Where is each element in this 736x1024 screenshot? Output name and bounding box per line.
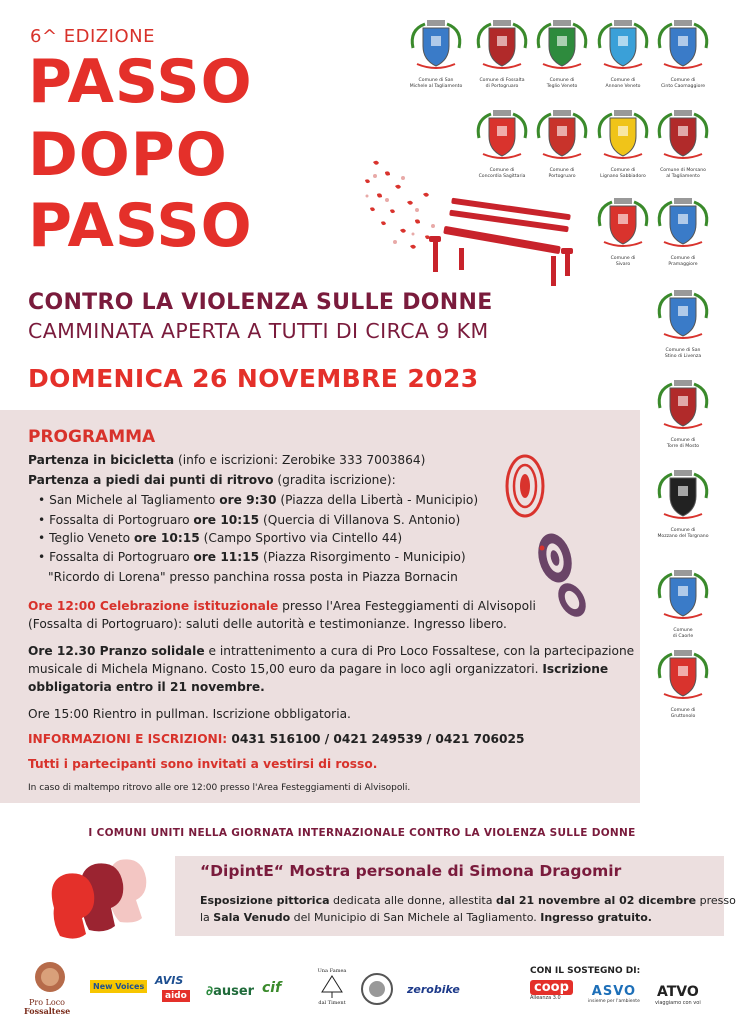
zerobike-logo: zerobike	[407, 983, 460, 996]
ceremony-line-1: Ore 12:00 Celebrazione istituzionale presso l'Area Festeggiamenti di Alvisopoli	[28, 599, 536, 613]
bike-line: Partenza in bicicletta (info e iscrizioni: Zerobike 333 7003864)	[28, 453, 426, 467]
coat-of-arms-icon	[648, 288, 718, 344]
comune-label: Comune di Teglio Veneto	[546, 78, 578, 89]
cif-logo: cif	[262, 980, 282, 996]
comune-crest	[401, 18, 471, 89]
comune-crest	[648, 568, 718, 639]
title-line-1: PASSO	[28, 47, 253, 117]
coat-of-arms-icon	[401, 18, 471, 74]
comune-label: Comune di San Stino di Livenza	[664, 348, 702, 359]
famea-logo: Una Famea dal Timent	[317, 968, 347, 1006]
comune-label: Comune di Caorle	[672, 628, 694, 639]
mostra-line-1: Esposizione pittorica dedicata alle donne, allestita dal 21 novembre al 02 dicembre presso	[200, 894, 736, 907]
auser-logo: ∂auser	[206, 984, 255, 999]
mostra-line-2: la Sala Venudo del Municipio di San Michele al Tagliamento. Ingresso gratuito.	[200, 911, 652, 924]
coat-of-arms-icon	[648, 648, 718, 704]
comune-crest	[648, 108, 718, 179]
coat-of-arms-icon	[648, 378, 718, 434]
asvo-logo: ASVO insieme per l'ambiente	[588, 984, 640, 1004]
dress-code: Tutti i partecipanti sono invitati a vestirsi di rosso.	[28, 757, 378, 771]
ceremony-line-2: (Fossalta di Portogruaro): saluti delle autorità e testimonianze. Ingresso libero.	[28, 617, 507, 631]
mostra-title: “DipintE“ Mostra personale di Simona Dragomir	[200, 862, 622, 880]
event-date: DOMENICA 26 NOVEMBRE 2023	[28, 364, 479, 393]
lunch-line-2: musicale di Michela Mignano. Costo 15,00 euro da pagare in loco agli organizzatori. Iscrizione	[28, 662, 609, 676]
comune-crest	[648, 196, 718, 267]
edition-label: 6^ EDIZIONE	[30, 26, 155, 47]
comune-label: Comune di Torre di Mosto	[666, 438, 700, 449]
coat-of-arms-icon	[527, 18, 597, 74]
proloco-logo: Pro Loco Fossaltese	[30, 960, 70, 1016]
stop-item: • Fossalta di Portogruaro ore 10:15 (Quercia di Villanova S. Antonio)	[38, 513, 461, 527]
comune-label: Comune di Annone Veneto	[605, 78, 641, 89]
comune-label: Comune di San Michele al Tagliamento	[409, 78, 463, 89]
newvoices-logo: New Voices	[90, 980, 147, 993]
avis-logo: AVIS	[155, 974, 184, 987]
comune-label: Comune di Sivaro	[610, 256, 636, 267]
comune-crest	[648, 378, 718, 449]
comune-crest	[527, 18, 597, 89]
comune-crest	[648, 18, 718, 89]
comune-crest	[527, 108, 597, 179]
comune-label: Comune di Gruttonolo	[670, 708, 696, 719]
tagline: CAMMINATA APERTA A TUTTI DI CIRCA 9 KM	[28, 319, 489, 343]
title-line-3: PASSO	[28, 191, 253, 261]
comune-crest	[648, 648, 718, 719]
coat-of-arms-icon	[648, 568, 718, 624]
comune-crest	[648, 468, 718, 539]
comune-label: Comune di Morsano al Tagliamento	[660, 168, 706, 179]
lion-icon	[33, 960, 67, 994]
comune-label: Comune di Lignano Sabbiadoro	[600, 168, 646, 179]
return-line: Ore 15:00 Rientro in pullman. Iscrizione obbligatoria.	[28, 707, 351, 721]
atvo-logo: ATVO viaggiamo con voi	[655, 984, 701, 1006]
footprints-illustration	[500, 448, 580, 628]
stop-item: • San Michele al Tagliamento ore 9:30 (Piazza della Libertà - Municipio)	[38, 493, 479, 507]
coop-logo: coop Alleanza 3.0	[530, 980, 573, 1001]
comune-label: Comune di Pramaggiore	[668, 256, 698, 267]
title-line-2: DOPO	[28, 120, 228, 190]
women-silhouettes-illustration	[40, 850, 160, 940]
program-title: PROGRAMMA	[28, 427, 156, 447]
support-title: CON IL SOSTEGNO DI:	[530, 966, 641, 976]
coat-of-arms-icon	[648, 108, 718, 164]
aido-logo: aido	[162, 990, 190, 1002]
stop-note: "Ricordo di Lorena" presso panchina rossa posta in Piazza Bornacin	[48, 570, 458, 584]
comuni-banner: I COMUNI UNITI NELLA GIORNATA INTERNAZIONALE CONTRO LA VIOLENZA SULLE DONNE	[88, 827, 636, 839]
walk-line: Partenza a piedi dai punti di ritrovo (gradita iscrizione):	[28, 473, 396, 487]
stop-item: • Teglio Veneto ore 10:15 (Campo Sportivo via Cintello 44)	[38, 531, 403, 545]
coat-of-arms-icon	[648, 468, 718, 524]
subtitle: CONTRO LA VIOLENZA SULLE DONNE	[28, 290, 493, 315]
tree-icon	[317, 974, 347, 998]
lunch-line-1: Ore 12.30 Pranzo solidale e intrattenimento a cura di Pro Loco Fossaltese, con la partecipazione	[28, 644, 635, 658]
lunch-line-3: obbligatoria entro il 21 novembre.	[28, 680, 265, 694]
comune-crest	[648, 288, 718, 359]
seal-icon	[360, 972, 394, 1006]
comune-label: Comune di Fossalta di Portogruaro	[479, 78, 525, 89]
comune-label: Comune di Concordia Sagittaria	[478, 168, 526, 179]
info-line: INFORMAZIONI E ISCRIZIONI: 0431 516100 / 0421 249539 / 0421 706025	[28, 732, 525, 746]
coat-of-arms-icon	[527, 108, 597, 164]
stop-item: • Fossalta di Portogruaro ore 11:15 (Piazza Risorgimento - Municipio)	[38, 550, 466, 564]
comune-label: Comune di Cinto Caomaggiore	[660, 78, 706, 89]
comune-label: Comune di Portogruaro	[548, 168, 576, 179]
comune-label: Comune di Mozzano del Torgnano	[657, 528, 709, 539]
bad-weather-note: In caso di maltempo ritrovo alle ore 12:00 presso l'Area Festeggiamenti di Alvisopoli.	[28, 783, 411, 793]
coat-of-arms-icon	[648, 18, 718, 74]
coat-of-arms-icon	[648, 196, 718, 252]
